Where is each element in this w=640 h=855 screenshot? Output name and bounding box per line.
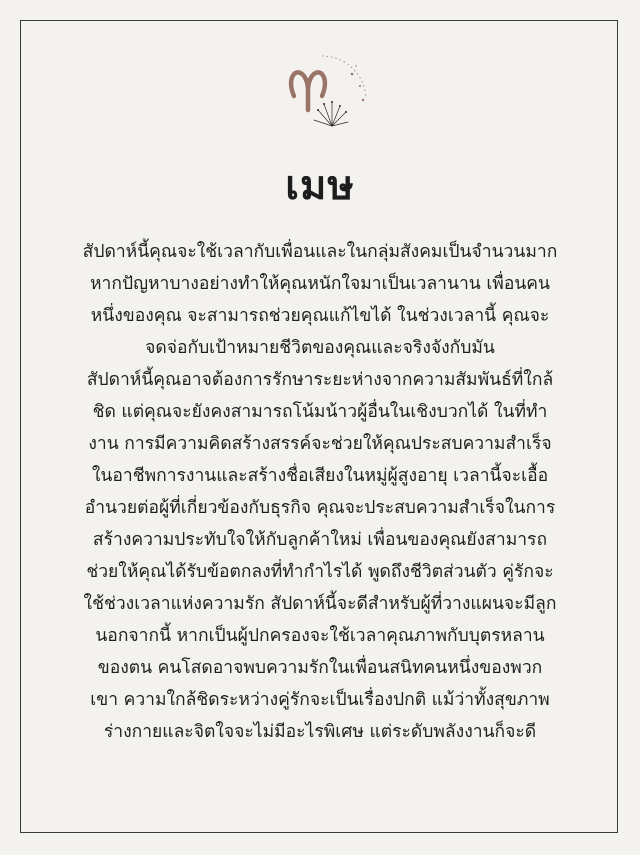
text-line: จดจ่อกับเป้าหมายชีวิตของคุณและจริงจังกับมัน bbox=[145, 338, 495, 358]
text-line: นอกจากนี้ หากเป็นผู้ปกครองจะใช้เวลาคุณภาพกับบุตรหลาน bbox=[95, 626, 545, 646]
text-line: ของตน คนโสดอาจพบความรักในเพื่อนสนิทคนหนึ่งของพวก bbox=[97, 658, 543, 678]
text-line: ชิด แต่คุณจะยังคงสามารถโน้มน้าวผู้อื่นในเชิงบวกได้ ในที่ทำ bbox=[92, 402, 548, 422]
text-line: งาน การมีความคิดสร้างสรรค์จะช่วยให้คุณประสบความสำเร็จ bbox=[88, 434, 552, 454]
text-line: ร่างกายและจิตใจจะไม่มีอะไรพิเศษ แต่ระดับพลังงานก็จะดี bbox=[103, 722, 537, 742]
text-line: อำนวยต่อผู้ที่เกี่ยวข้องกับธุรกิจ คุณจะประสบความสำเร็จในการ bbox=[84, 498, 556, 518]
text-line: หากปัญหาบางอย่างทำให้คุณหนักใจมาเป็นเวลานาน เพื่อนคน bbox=[90, 274, 550, 294]
aries-crescent-moon-icon bbox=[270, 48, 370, 148]
text-line: ใช้ช่วงเวลาแห่งความรัก สัปดาห์นี้จะดีสำหรับผู้ที่วางแผนจะมีลูก bbox=[83, 594, 557, 614]
text-line: เขา ความใกล้ชิดระหว่างคู่รักจะเป็นเรื่องปกติ แม้ว่าทั้งสุขภาพ bbox=[90, 690, 550, 710]
text-line: สร้างความประทับใจให้กับลูกค้าใหม่ เพื่อนของคุณยังสามารถ bbox=[92, 530, 548, 550]
text-line: ในอาชีพการงานและสร้างชื่อเสียงในหมู่ผู้สูงอายุ เวลานี้จะเอื้อ bbox=[91, 466, 549, 486]
text-line: สัปดาห์นี้คุณจะใช้เวลากับเพื่อนและในกลุ่มสังคมเป็นจำนวนมาก bbox=[82, 242, 558, 262]
text-line: หนึ่งของคุณ จะสามารถช่วยคุณแก้ไขได้ ในช่วงเวลานี้ คุณจะ bbox=[90, 306, 550, 326]
text-line: ช่วยให้คุณได้รับข้อตกลงที่ทำกำไรได้ พูดถึงชีวิตส่วนตัว คู่รักจะ bbox=[86, 562, 554, 582]
text-line: สัปดาห์นี้คุณอาจต้องการรักษาระยะห่างจากความสัมพันธ์ที่ใกล้ bbox=[86, 370, 554, 390]
page-title: เมษ bbox=[285, 163, 355, 209]
horoscope-text bbox=[40, 236, 600, 748]
